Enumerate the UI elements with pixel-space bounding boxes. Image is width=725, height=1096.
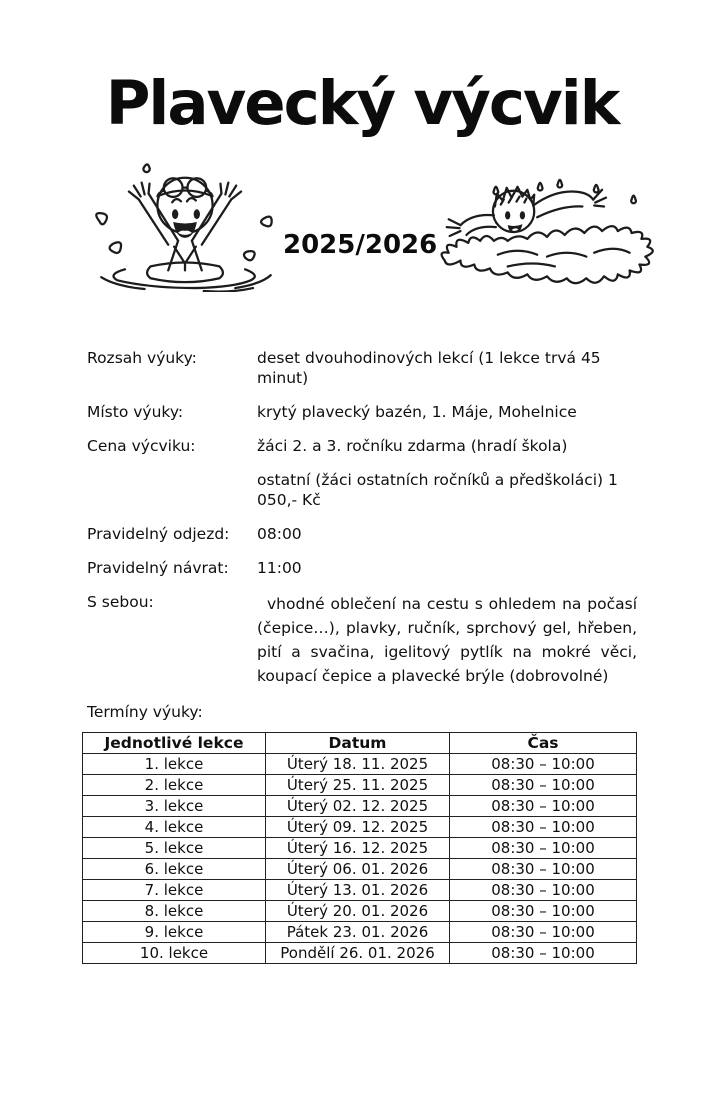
time-cell: 08:30 – 10:00 (450, 775, 637, 796)
lesson-cell: 2. lekce (83, 775, 266, 796)
table-row (83, 943, 637, 964)
info-value: ostatní (žáci ostatních ročníků a předškoláci) 1 050,- Kč (257, 471, 618, 510)
title-section (87, 68, 637, 139)
lesson-cell: 3. lekce (83, 796, 266, 817)
time-cell: 08:30 – 10:00 (450, 901, 637, 922)
date-cell: Úterý 18. 11. 2025 (266, 754, 450, 775)
table-row (83, 775, 637, 796)
time-cell: 08:30 – 10:00 (450, 943, 637, 964)
lesson-cell: 9. lekce (83, 922, 266, 943)
schedule-table (82, 732, 637, 964)
time-cell: 08:30 – 10:00 (450, 817, 637, 838)
hero-section (87, 160, 637, 298)
info-value: krytý plavecký bazén, 1. Máje, Mohelnice (257, 403, 577, 422)
time-cell: 08:30 – 10:00 (450, 922, 637, 943)
date-cell: Úterý 16. 12. 2025 (266, 838, 450, 859)
date-cell: Úterý 13. 01. 2026 (266, 880, 450, 901)
info-row (87, 558, 637, 578)
info-row (87, 470, 637, 510)
table-row (83, 754, 637, 775)
info-row (87, 402, 637, 422)
date-cell: Úterý 20. 01. 2026 (266, 901, 450, 922)
date-cell: Úterý 02. 12. 2025 (266, 796, 450, 817)
info-label: Pravidelný odjezd: (87, 525, 230, 544)
time-cell: 08:30 – 10:00 (450, 754, 637, 775)
table-row (83, 922, 637, 943)
lesson-cell: 5. lekce (83, 838, 266, 859)
info-value: 11:00 (257, 559, 302, 578)
table-header-row (83, 733, 637, 754)
table-row (83, 796, 637, 817)
column-header-date: Datum (266, 733, 450, 754)
info-value: 08:00 (257, 525, 302, 544)
column-header-lessons: Jednotlivé lekce (83, 733, 266, 754)
info-label: S sebou: (87, 593, 154, 612)
info-label: Rozsah výuky: (87, 349, 197, 368)
info-list (87, 348, 637, 688)
lesson-cell: 6. lekce (83, 859, 266, 880)
school-year: 2025/2026 (283, 230, 438, 261)
lesson-cell: 10. lekce (83, 943, 266, 964)
time-cell: 08:30 – 10:00 (450, 796, 637, 817)
clipart-child-in-water-icon (87, 160, 283, 292)
table-row (83, 901, 637, 922)
info-row (87, 592, 637, 688)
time-cell: 08:30 – 10:00 (450, 838, 637, 859)
info-label: Cena výcviku: (87, 437, 196, 456)
info-label (87, 470, 257, 510)
time-cell: 08:30 – 10:00 (450, 880, 637, 901)
clipart-swimming-boy-icon (437, 176, 659, 294)
date-cell: Pátek 23. 01. 2026 (266, 922, 450, 943)
lesson-cell: 1. lekce (83, 754, 266, 775)
date-cell: Úterý 09. 12. 2025 (266, 817, 450, 838)
time-cell: 08:30 – 10:00 (450, 859, 637, 880)
page-title: Plavecký výcvik (105, 68, 619, 139)
info-row (87, 348, 637, 388)
info-row (87, 524, 637, 544)
lesson-cell: 8. lekce (83, 901, 266, 922)
date-cell: Úterý 06. 01. 2026 (266, 859, 450, 880)
table-row (83, 838, 637, 859)
date-cell: Pondělí 26. 01. 2026 (266, 943, 450, 964)
table-row (83, 817, 637, 838)
document-page (0, 68, 725, 1096)
info-label: Pravidelný návrat: (87, 559, 229, 578)
lesson-cell: 7. lekce (83, 880, 266, 901)
lesson-cell: 4. lekce (83, 817, 266, 838)
table-row (83, 859, 637, 880)
info-value: žáci 2. a 3. ročníku zdarma (hradí škola) (257, 437, 568, 456)
date-cell: Úterý 25. 11. 2025 (266, 775, 450, 796)
info-row (87, 436, 637, 456)
column-header-time: Čas (450, 733, 637, 754)
table-row (83, 880, 637, 901)
info-label: Místo výuky: (87, 403, 184, 422)
schedule-heading: Termíny výuky: (87, 703, 203, 722)
info-value: vhodné oblečení na cestu s ohledem na počasí (čepice…), plavky, ručník, sprchový gel, hřeben, pití a svačina, igelitový pytlík na mokré věci, koupací čepice a plavecké brýle (dobrovolné) (257, 595, 637, 686)
info-value: deset dvouhodinových lekcí (1 lekce trvá 45 minut) (257, 349, 601, 388)
